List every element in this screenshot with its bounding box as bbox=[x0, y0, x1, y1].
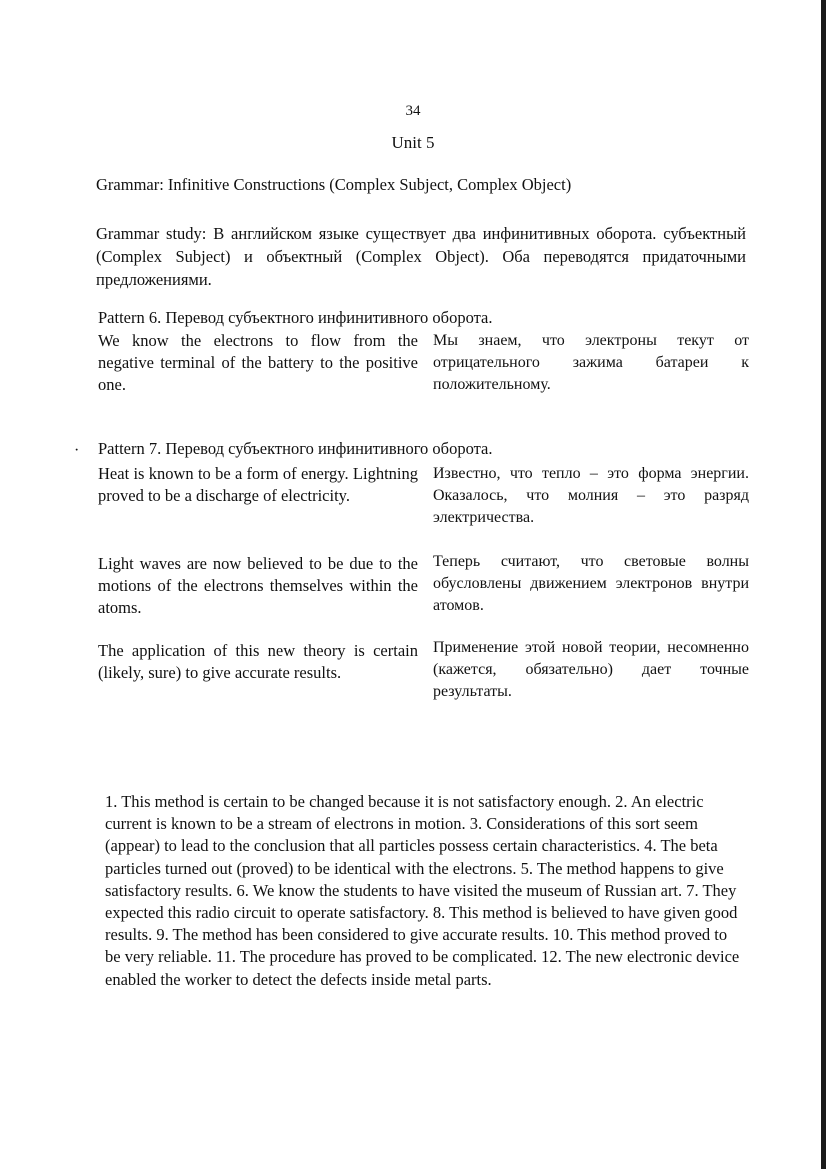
pattern-6-english: We know the electrons to flow from the negative terminal of the battery to the positive one. bbox=[98, 331, 418, 394]
grammar-study-paragraph: Grammar study: В английском языке существует два инфинитивных оборота. субъектный (Complex Subject) и объектный (Complex Object). Оба переводятся придаточными предложениями. bbox=[96, 224, 746, 289]
unit-title: Unit 5 bbox=[391, 133, 435, 152]
exercise-sentences: 1. This method is certain to be changed because it is not satisfactory enough. 2. An electric current is known to be a stream of electrons in motion. 3. Considerations of this sort seem (appear) to lead to the conclusion that all particles possess certain characteristics. 4. The beta particles turned out (proved) to be identical with the electrons. 5. The method happens to give satisfactory results. 6. We know the students to have visited the museum of Russian art. 7. They expected this radio circuit to operate satisfactory. 8. This method is believed to have given good results. 9. The method has been considered to give accurate results. 10. This method proved to be very reliable. 11. The procedure has proved to be complicated. 12. The new electronic device enabled the worker to detect the defects inside metal parts. bbox=[105, 792, 740, 989]
pattern-7-example-1-english: Heat is known to be a form of energy. Lightning proved to be a discharge of electricity. bbox=[98, 464, 418, 505]
grammar-title: Grammar: Infinitive Constructions (Complex Subject, Complex Object) bbox=[96, 175, 572, 194]
pattern-7-example-1-russian: Известно, что тепло – это форма энергии. Оказалось, что молния – это разряд электричества. bbox=[433, 465, 749, 526]
pattern-7-heading: Pattern 7. Перевод субъектного инфинитивного оборота. bbox=[98, 439, 493, 458]
pattern-7-example-3-russian: Применение этой новой теории, несомненно (кажется, обязательно) дает точные результаты. bbox=[433, 639, 749, 700]
pattern-7-example-3-english: The application of this new theory is certain (likely, sure) to give accurate results. bbox=[98, 641, 418, 682]
pattern-7-example-2-english: Light waves are now believed to be due to the motions of the electrons themselves within the atoms. bbox=[98, 554, 418, 617]
page-number: 34 bbox=[405, 103, 421, 119]
page-edge-bar bbox=[821, 0, 826, 1169]
pattern-7-example-2-russian: Теперь считают, что световые волны обусловлены движением электронов внутри атомов. bbox=[433, 553, 749, 614]
pattern-6-heading: Pattern 6. Перевод субъектного инфинитивного оборота. bbox=[98, 308, 493, 327]
pattern-6-russian: Мы знаем, что электроны текут от отрицательного зажима батареи к положительному. bbox=[433, 332, 749, 393]
margin-bullet-mark: · bbox=[74, 442, 80, 459]
